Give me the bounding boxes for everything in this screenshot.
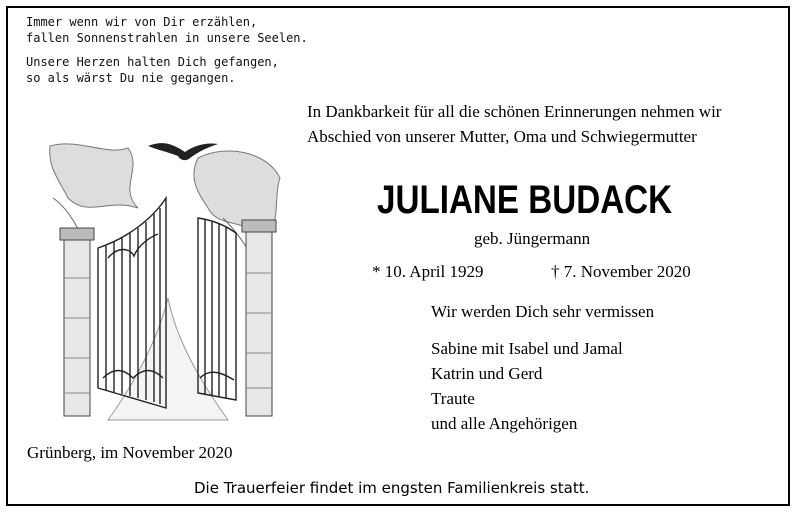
garden-path-icon (108, 298, 228, 420)
birth-date: * 10. April 1929 (372, 262, 484, 281)
garden-gate-with-bird-illustration (48, 138, 282, 421)
poem-line: fallen Sonnenstrahlen in unsere Seelen. (26, 31, 308, 45)
birth-name: geb. Jüngermann (474, 229, 591, 248)
poem-line: so als wärst Du nie gegangen. (26, 71, 236, 85)
deceased-name: JULIANE BUDACK (377, 178, 673, 222)
intro-line: In Dankbarkeit für all die schönen Erinnerungen nehmen wir (307, 102, 722, 121)
death-date: † 7. November 2020 (551, 262, 691, 281)
poem-line: Unsere Herzen halten Dich gefangen, (26, 55, 279, 69)
mourner-line: Traute (431, 389, 475, 408)
farewell-message: Wir werden Dich sehr vermissen (431, 302, 655, 321)
left-pillar-icon (60, 228, 94, 416)
poem-line: Immer wenn wir von Dir erzählen, (26, 15, 258, 29)
intro-line: Abschied von unserer Mutter, Oma und Schwiegermutter (307, 127, 697, 146)
mourner-line: und alle Angehörigen (431, 414, 578, 433)
footer-note: Die Trauerfeier findet im engsten Familienkreis statt. (194, 479, 590, 497)
right-gate-icon (198, 218, 236, 400)
right-pillar-icon (242, 220, 276, 416)
mourners-list (431, 336, 623, 436)
mourner-line: Katrin und Gerd (431, 364, 543, 383)
poem-stanza-1 (26, 14, 308, 46)
intro-text (307, 99, 721, 149)
mourner-line: Sabine mit Isabel und Jamal (431, 339, 623, 358)
place-date: Grünberg, im November 2020 (27, 443, 233, 462)
poem-stanza-2 (26, 54, 279, 86)
